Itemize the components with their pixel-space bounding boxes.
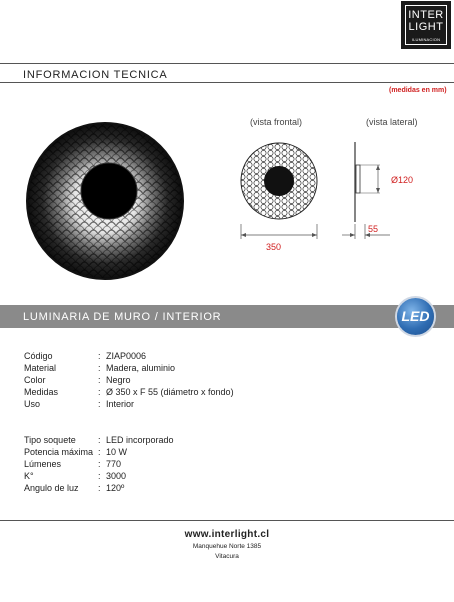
spec-row: Color : Negro [24,375,131,385]
spec-label: Tipo soquete [24,435,76,445]
front-width-dimension: 350 [266,242,282,252]
front-view-label: (vista frontal) [250,117,303,127]
side-view-drawing [338,138,394,246]
spec-value: Negro [106,375,131,385]
footer-city: Vitacura [215,553,239,560]
led-badge-text: LED [401,308,430,324]
product-photo [26,122,184,280]
spec-value: Madera, aluminio [106,363,176,373]
spec-value: 770 [106,459,122,469]
logo-line-inter: INTER [408,9,444,21]
spec-label: Uso [24,399,41,409]
led-badge [397,298,434,335]
spec-label: Medidas [24,387,59,397]
logo-subtitle: ILUMINACION [411,37,441,42]
spec-row: Uso : Interior [24,399,135,409]
spec-row: Angulo de luz : 120º [24,483,125,493]
category-band [0,305,454,328]
spec-label: K° [24,471,34,481]
spec-label: Código [24,351,53,361]
side-diameter-dimension: Ø120 [391,175,414,185]
spec-row: Medidas : Ø 350 x F 55 (diámetro x fondo) [24,387,234,397]
spec-row: Potencia máxima : 10 W [24,447,128,457]
title-divider [0,82,454,83]
spec-value: Interior [106,399,135,409]
top-divider [0,63,454,64]
spec-row: Tipo soquete : LED incorporado [24,435,174,445]
spec-value: ZIAP0006 [106,351,147,361]
logo-frame [405,5,447,45]
logo-line-light: LIGHT [408,21,444,33]
brand-logo [401,1,451,49]
spec-label: Material [24,363,57,373]
spec-row: Código : ZIAP0006 [24,351,147,361]
website-link[interactable]: www.interlight.cl [184,529,270,540]
side-depth-dimension: 55 [368,224,379,234]
spec-label: Lúmenes [24,459,62,469]
spec-row: Material : Madera, aluminio [24,363,176,373]
spec-value: 10 W [106,447,128,457]
front-view-drawing [232,138,328,256]
spec-value: Ø 350 x F 55 (diámetro x fondo) [106,387,234,397]
spec-value: LED incorporado [106,435,174,445]
spec-value: 120º [106,483,125,493]
spec-label: Potencia máxima [24,447,94,457]
disc-center [81,163,137,219]
spec-value: 3000 [106,471,127,481]
measure-note: (medidas en mm) [389,87,447,94]
spec-row: K° : 3000 [24,471,127,481]
spec-label: Angulo de luz [24,483,79,493]
footer-divider [0,520,454,521]
spec-row: Lúmenes : 770 [24,459,122,469]
technical-info-title: INFORMACION TECNICA [23,69,168,81]
spec-label: Color [24,375,46,385]
footer-address: Manquehue Norte 1385 [192,543,262,550]
side-view-label: (vista lateral) [366,117,418,127]
category-title: LUMINARIA DE MURO / INTERIOR [23,311,222,323]
